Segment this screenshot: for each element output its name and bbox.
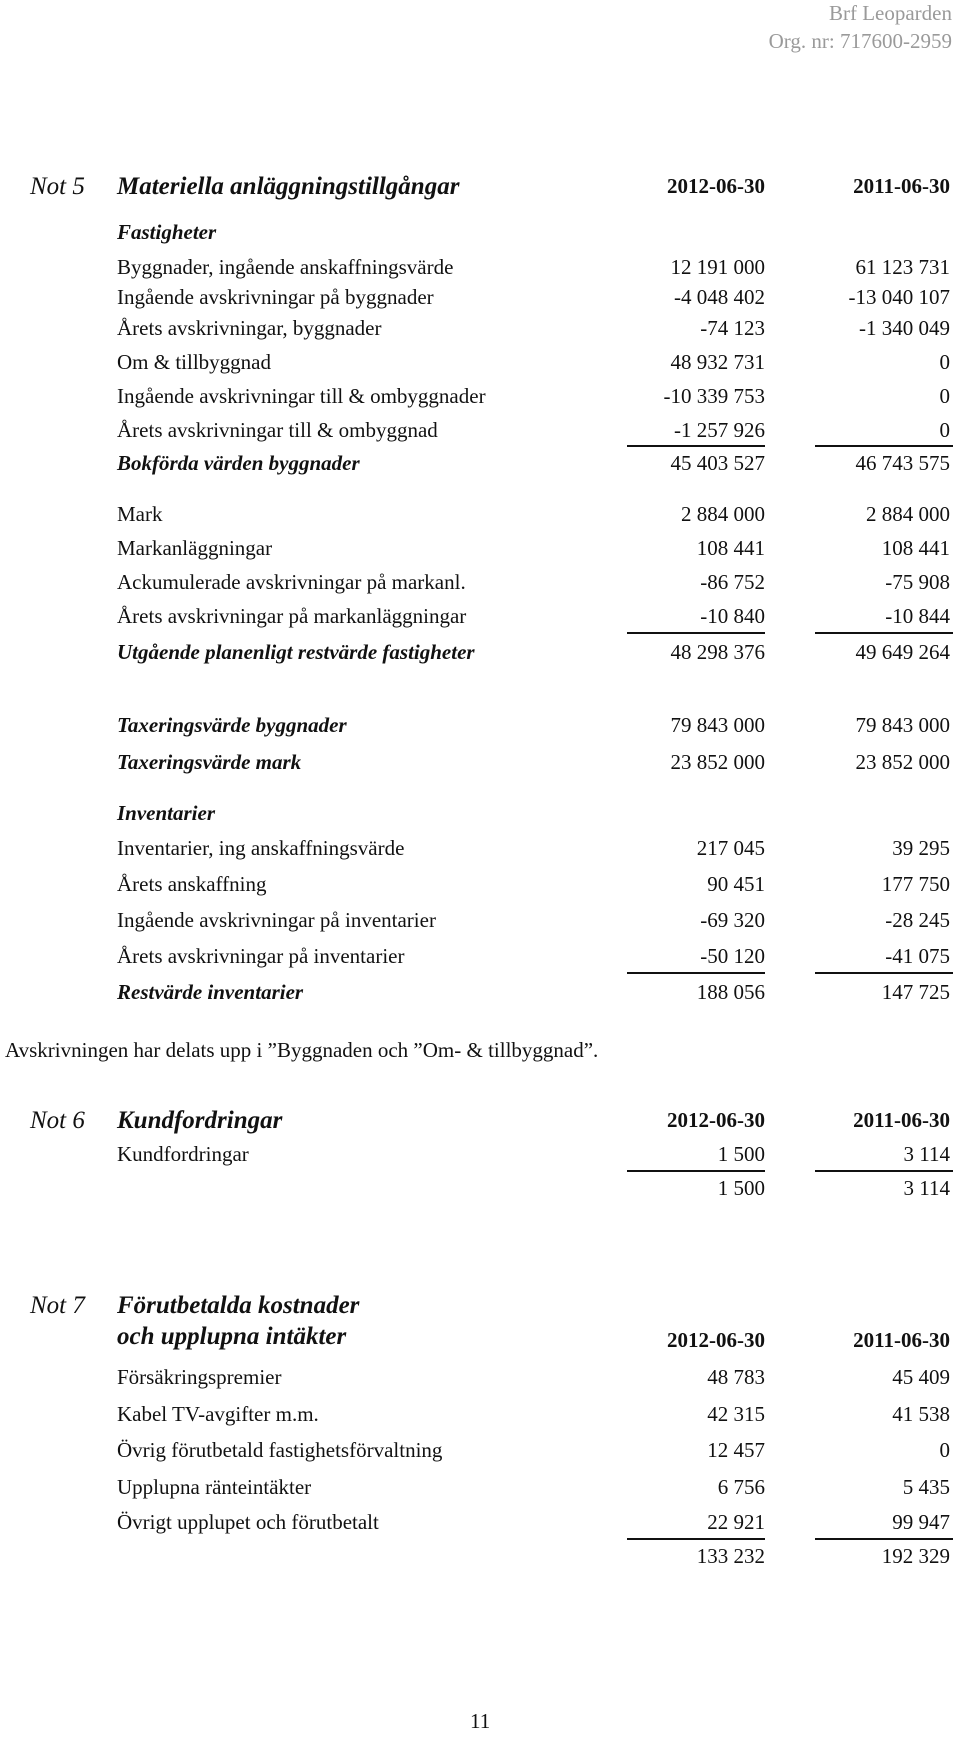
row-label: Årets anskaffning — [117, 872, 267, 896]
row-value-2012: -1 257 926 — [674, 418, 765, 442]
row-value-2011: 0 — [939, 350, 950, 374]
note6-title: Kundfordringar — [117, 1107, 283, 1134]
row-value-2012: 217 045 — [696, 836, 765, 860]
row-value-2012: -69 320 — [700, 908, 765, 932]
subtotal-rule — [815, 972, 953, 974]
row-value-2012: 188 056 — [696, 980, 765, 1004]
row-value-2011: 0 — [939, 1438, 950, 1462]
note7-col1-header: 2012-06-30 — [667, 1328, 765, 1352]
note6-col1-header: 2012-06-30 — [667, 1108, 765, 1132]
row-value-2011: 5 435 — [902, 1475, 950, 1499]
total-value-2012: 133 232 — [696, 1544, 765, 1568]
row-value-2012: -10 840 — [700, 604, 765, 628]
row-value-2011: 147 725 — [881, 980, 950, 1004]
row-label: Övrig förutbetald fastighetsförvaltning — [117, 1438, 443, 1462]
row-value-2011: 2 884 000 — [866, 502, 950, 526]
note5-number: Not 5 — [30, 173, 85, 200]
row-label: Årets avskrivningar, byggnader — [117, 316, 382, 340]
row-value-2011: -10 844 — [885, 604, 950, 628]
note7-title-line2: och upplupna intäkter — [117, 1323, 347, 1350]
row-label: Bokförda värden byggnader — [117, 451, 360, 475]
row-label: Inventarier, ing anskaffningsvärde — [117, 836, 405, 860]
org-number: Org. nr: 717600-2959 — [768, 29, 952, 53]
row-label: Om & tillbyggnad — [117, 350, 271, 374]
total-rule — [815, 1538, 953, 1540]
row-label: Kabel TV-avgifter m.m. — [117, 1402, 319, 1426]
total-value-2011: 192 329 — [881, 1544, 950, 1568]
row-value-2012: -74 123 — [700, 316, 765, 340]
row-label: Utgående planenligt restvärde fastigheter — [117, 640, 475, 664]
note5-title: Materiella anläggningstillgångar — [117, 173, 460, 200]
page-number: 11 — [470, 1709, 491, 1733]
row-value-2012: 90 451 — [707, 872, 765, 896]
row-label: Ingående avskrivningar till & ombyggnader — [117, 384, 486, 408]
row-label: Byggnader, ingående anskaffningsvärde — [117, 255, 454, 279]
row-label: Markanläggningar — [117, 536, 273, 560]
row-value-2011: -75 908 — [885, 570, 950, 594]
row-value-2012: 23 852 000 — [670, 750, 765, 774]
row-value-2011: 23 852 000 — [855, 750, 950, 774]
row-value-2012: 108 441 — [696, 536, 765, 560]
row-value-2012: 12 191 000 — [670, 255, 765, 279]
subtotal-rule — [627, 632, 765, 634]
row-value-2011: 39 295 — [892, 836, 950, 860]
row-label: Ingående avskrivningar på byggnader — [117, 285, 434, 309]
row-value-2012: 48 932 731 — [670, 350, 765, 374]
total-rule — [815, 1170, 953, 1172]
row-value-2011: 3 114 — [903, 1142, 950, 1166]
note7-number: Not 7 — [30, 1292, 85, 1319]
section-fastigheter: Fastigheter — [117, 220, 217, 244]
row-value-2012: 1 500 — [717, 1142, 765, 1166]
row-value-2012: 48 298 376 — [670, 640, 765, 664]
row-value-2011: 46 743 575 — [855, 451, 950, 475]
row-value-2012: 48 783 — [707, 1365, 765, 1389]
row-label: Årets avskrivningar till & ombyggnad — [117, 418, 438, 442]
note5-col1-header: 2012-06-30 — [667, 174, 765, 198]
row-label: Kundfordringar — [117, 1142, 249, 1166]
row-value-2012: 12 457 — [707, 1438, 765, 1462]
subtotal-rule — [627, 445, 765, 447]
row-value-2012: 45 403 527 — [670, 451, 765, 475]
row-label: Taxeringsvärde mark — [117, 750, 302, 774]
row-label: Övrigt upplupet och förutbetalt — [117, 1510, 379, 1534]
total-rule — [627, 1538, 765, 1540]
note7-title-line1: Förutbetalda kostnader — [117, 1292, 360, 1319]
row-value-2011: -13 040 107 — [848, 285, 950, 309]
row-value-2012: -86 752 — [700, 570, 765, 594]
row-label: Restvärde inventarier — [117, 980, 304, 1004]
row-value-2012: -4 048 402 — [674, 285, 765, 309]
row-label: Årets avskrivningar på markanläggningar — [117, 604, 467, 628]
subtotal-rule — [815, 445, 953, 447]
row-label: Årets avskrivningar på inventarier — [117, 944, 405, 968]
row-label: Ingående avskrivningar på inventarier — [117, 908, 436, 932]
row-value-2011: -41 075 — [885, 944, 950, 968]
note6-col2-header: 2011-06-30 — [853, 1108, 950, 1132]
subtotal-rule — [815, 632, 953, 634]
row-value-2011: -28 245 — [885, 908, 950, 932]
row-value-2011: 108 441 — [881, 536, 950, 560]
note6-number: Not 6 — [30, 1107, 85, 1134]
note5-footnote: Avskrivningen har delats upp i ”Byggnaden och ”Om- & tillbyggnad”. — [5, 1038, 599, 1062]
row-value-2011: 0 — [939, 418, 950, 442]
row-value-2011: 45 409 — [892, 1365, 950, 1389]
row-label: Taxeringsvärde byggnader — [117, 713, 347, 737]
row-value-2012: -50 120 — [700, 944, 765, 968]
note7-col2-header: 2011-06-30 — [853, 1328, 950, 1352]
row-value-2011: 99 947 — [892, 1510, 950, 1534]
row-value-2012: -10 339 753 — [663, 384, 765, 408]
row-value-2011: 177 750 — [881, 872, 950, 896]
row-label: Ackumulerade avskrivningar på markanl. — [117, 570, 466, 594]
section-inventarier: Inventarier — [117, 801, 216, 825]
row-value-2011: 0 — [939, 384, 950, 408]
total-value-2012: 1 500 — [717, 1176, 765, 1200]
row-value-2012: 6 756 — [717, 1475, 765, 1499]
row-value-2012: 2 884 000 — [681, 502, 765, 526]
row-value-2011: 79 843 000 — [855, 713, 950, 737]
row-value-2012: 79 843 000 — [670, 713, 765, 737]
row-value-2011: 41 538 — [892, 1402, 950, 1426]
total-value-2011: 3 114 — [903, 1176, 950, 1200]
row-value-2011: 49 649 264 — [855, 640, 950, 664]
subtotal-rule — [627, 972, 765, 974]
row-label: Upplupna ränteintäkter — [117, 1475, 312, 1499]
org-name: Brf Leoparden — [828, 1, 952, 25]
row-value-2011: 61 123 731 — [855, 255, 950, 279]
row-label: Mark — [117, 502, 163, 526]
row-value-2012: 22 921 — [707, 1510, 765, 1534]
row-value-2012: 42 315 — [707, 1402, 765, 1426]
row-value-2011: -1 340 049 — [859, 316, 950, 340]
row-label: Försäkringspremier — [117, 1365, 282, 1389]
total-rule — [627, 1170, 765, 1172]
note5-col2-header: 2011-06-30 — [853, 174, 950, 198]
